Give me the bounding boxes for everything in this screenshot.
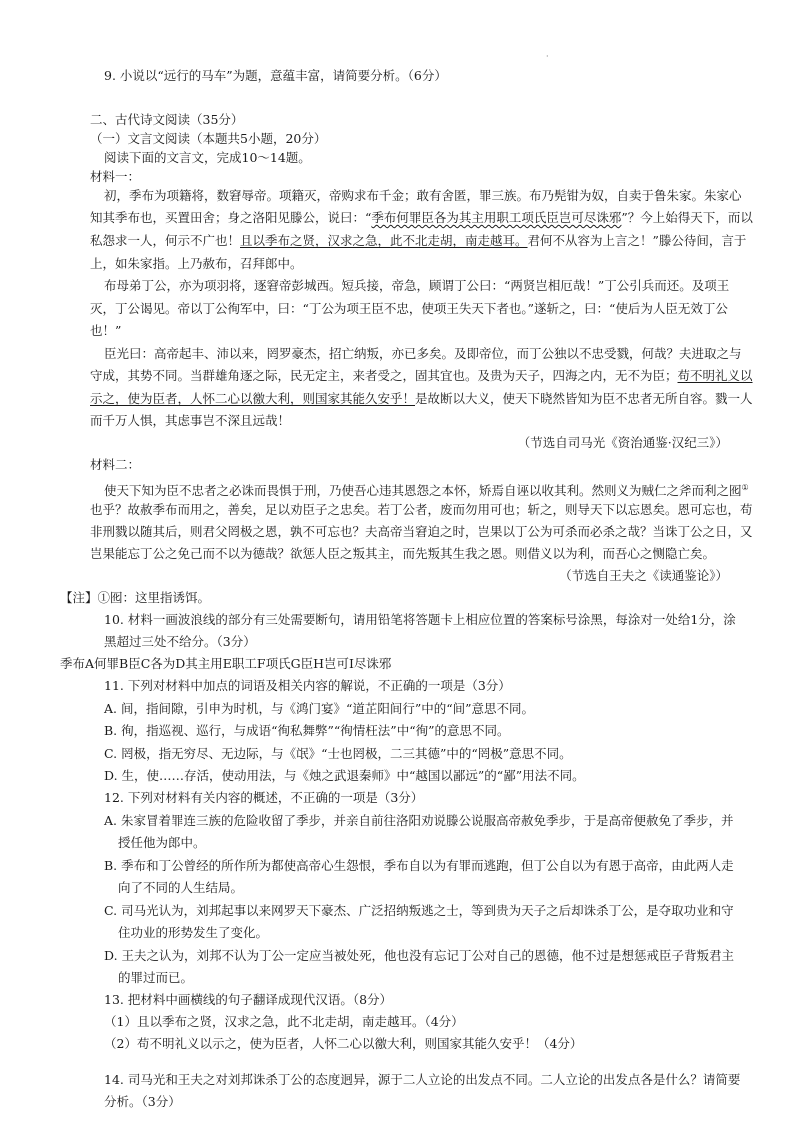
option-c: C. 罔极，指无穷尽、无边际，与《氓》“士也罔极，二三其德”中的“罔极”意思不同。 [104, 746, 572, 761]
material-2-label: 材料二： [90, 457, 141, 472]
source-1: （节选自司马光《资治通鉴·汉纪三》） [517, 435, 728, 450]
p3-line [90, 389, 753, 409]
question-11: 11. 下列对材料中加点的词语及相关内容的解说，不正确的一项是（3分） [104, 678, 511, 693]
reading-instruction: 阅读下面的文言文，完成10～14题。 [104, 150, 311, 165]
option-c: C. 司马光认为，刘邦起事以来网罗天下豪杰、广泛招纳叛逃之士，等到贵为天子之后却诛杀丁公，是夺取功业和守 [104, 903, 734, 918]
question-14-line: 分析。（3分） [104, 1094, 181, 1109]
question-13: 13. 把材料中画横线的句子翻译成现代汉语。（8分） [104, 992, 393, 1007]
option-d: D. 王夫之认为，刘邦不认为丁公一定应当被处死，他也没有忘记丁公对自己的恩德，他不过是想惩戒臣子背叛君主 [104, 948, 735, 963]
underlined-sentence: 且以季布之贤，汉求之急，此不北走胡，南走越耳。 [240, 233, 528, 248]
subsection-1-title: （一）文言文阅读（本题共5小题，20分） [90, 131, 327, 146]
text-run: 是故断以大义，使天下晓然皆知为臣不忠者无所自容。戮一人 [415, 391, 753, 406]
option-a-cont: 授任他为郎中。 [118, 835, 206, 850]
p4-line [104, 478, 749, 501]
p4-line: 非刑戮以随其后，则君父罔极之恩，孰不可忘也？夫高帝当窘迫之时，岂果以丁公为可杀而必杀之哉？当诛丁公之日，又 [90, 524, 753, 539]
text-run: 守成，其势不同。当群雄角逐之际，民无定主，来者受之，固其宜也。及贵为天子，四海之内，无不为臣； [90, 368, 678, 383]
source-2: （节选自王夫之《读通鉴论》） [559, 568, 728, 583]
question-14-line: 14. 司马光和王夫之对刘邦诛杀丁公的态度迥异，源于二人立论的出发点不同。二人立论的出发点各是什么？请简要 [104, 1072, 741, 1087]
option-a: A. 间，指间隙，引申为时机，与《鸿门宴》“道芷阳间行”中的“间”意思不同。 [104, 701, 535, 716]
section-2-title: 二、古代诗文阅读（35分） [90, 112, 244, 127]
question-10-options: 季布A何罪B臣C各为D其主用E职工F项氏G臣H岂可I尽诛邪 [60, 656, 392, 671]
text-run: 知其季布也，买置田舍；身之洛阳见滕公，说曰：“ [90, 210, 372, 225]
p3-line: 臣光曰：高帝起丰、沛以来，罔罗豪杰，招亡纳叛，亦已多矣。及即帝位，而丁公独以不忠受戮，何哉？夫进取之与 [104, 346, 742, 361]
stray-dot: · [546, 52, 549, 61]
wavy-underlined-sentence: 季布何罪臣各为其主用职工项氏臣岂可尽诛邪 [371, 210, 622, 225]
p3-line [90, 366, 753, 386]
text-run: 君何不从容为上言之！”滕公待间，言于 [527, 233, 747, 248]
material-1-label: 材料一： [90, 169, 141, 184]
option-c-cont: 住功业的形势发生了变化。 [118, 925, 269, 940]
p2-line: 布母弟丁公，亦为项羽将，逐窘帝彭城西。短兵接，帝急，顾谓丁公曰：“两贤岂相厄哉！”丁公引兵而还。及项王 [104, 278, 730, 293]
footnote-marker: ① [741, 483, 749, 492]
question-12: 12. 下列对材料有关内容的概述，不正确的一项是（3分） [104, 790, 424, 805]
underlined-sentence: 苟不明礼义以 [677, 368, 753, 383]
p1-line [90, 231, 747, 251]
p1-line: 上，如朱家指。上乃赦布，召拜郎中。 [90, 256, 303, 271]
option-b: B. 季布和丁公曾经的所作所为都使高帝心生怨恨，季布自以为有罪而逃跑，但丁公自以为有恩于高帝，由此两人走 [104, 858, 734, 873]
option-d: D. 生，使……存活，使动用法，与《烛之武退秦师》中“越国以鄙远”的“鄙”用法不同。 [104, 768, 585, 783]
p1-line: 初，季布为项籍将，数窘辱帝。项籍灭，帝购求布千金；敢有舍匿，罪三族。布乃髡钳为奴，自卖于鲁朱家。朱家心 [104, 188, 742, 203]
p4-line: 岂果能忘丁公之免己而不以为德哉？欲惩人臣之叛其主，而先叛其生我之恩。则借义以为利，而吾心之恻隐亡矣。 [90, 546, 716, 561]
p2-line: 也！” [90, 323, 122, 338]
question-10-line: 10. 材料一画波浪线的部分有三处需要断句，请用铅笔将答题卡上相应位置的答案标号涂黑，每涂对一处给1分，涂 [104, 612, 736, 627]
p2-line: 灭，丁公谒见。帝以丁公徇军中，曰：“丁公为项王臣不忠，使项王失天下者也。”遂斩之，曰：“使后为人臣无效丁公 [90, 301, 728, 316]
option-b: B. 徇，指巡视、巡行，与成语“徇私舞弊”“徇情枉法”中“徇”的意思不同。 [104, 723, 510, 738]
translation-item-2: （2）苟不明礼义以示之，使为臣者，人怀二心以徼大利，则国家其能久安乎！（4分） [104, 1036, 583, 1051]
footnote: 【注】①囮：这里指诱饵。 [60, 590, 211, 605]
option-d-cont: 的罪过而已。 [118, 970, 194, 985]
underlined-sentence: 示之，使为臣者，人怀二心以徼大利，则国家其能久安乎！ [90, 391, 416, 406]
translation-item-1: （1）且以季布之贤，汉求之急，此不北走胡，南走越耳。（4分） [104, 1014, 464, 1029]
p3-line: 而千万人惧，其虑事岂不深且远哉！ [90, 413, 291, 428]
question-10-line: 黑超过三处不给分。（3分） [104, 634, 256, 649]
option-a: A. 朱家冒着罪连三族的危险收留了季步，并亲自前往洛阳劝说滕公说服高帝赦免季步，于是高帝便赦免了季步，并 [104, 813, 734, 828]
option-b-cont: 向了不同的人生结局。 [118, 880, 244, 895]
p4-line: 也乎？故赦季布而用之，善矣，足以劝臣子之忠矣。若丁公者，废而勿用可也；斩之，则导天下以忘恩矣。恩可忘也，苟 [90, 502, 753, 517]
text-run: 私怨求一人，何示不广也！ [90, 233, 241, 248]
text-run: ”？今上始得天下，而以 [621, 210, 753, 225]
text-run: 使天下知为臣不忠者之必诛而畏惧于刑，乃使吾心违其恩怨之本怀，矫焉自诬以收其利。然则义为贼仁之斧而利之囮 [104, 483, 742, 499]
question-9: 9. 小说以“远行的马车”为题，意蕴丰富，请简要分析。（6分） [104, 68, 447, 83]
p1-line [90, 208, 753, 228]
